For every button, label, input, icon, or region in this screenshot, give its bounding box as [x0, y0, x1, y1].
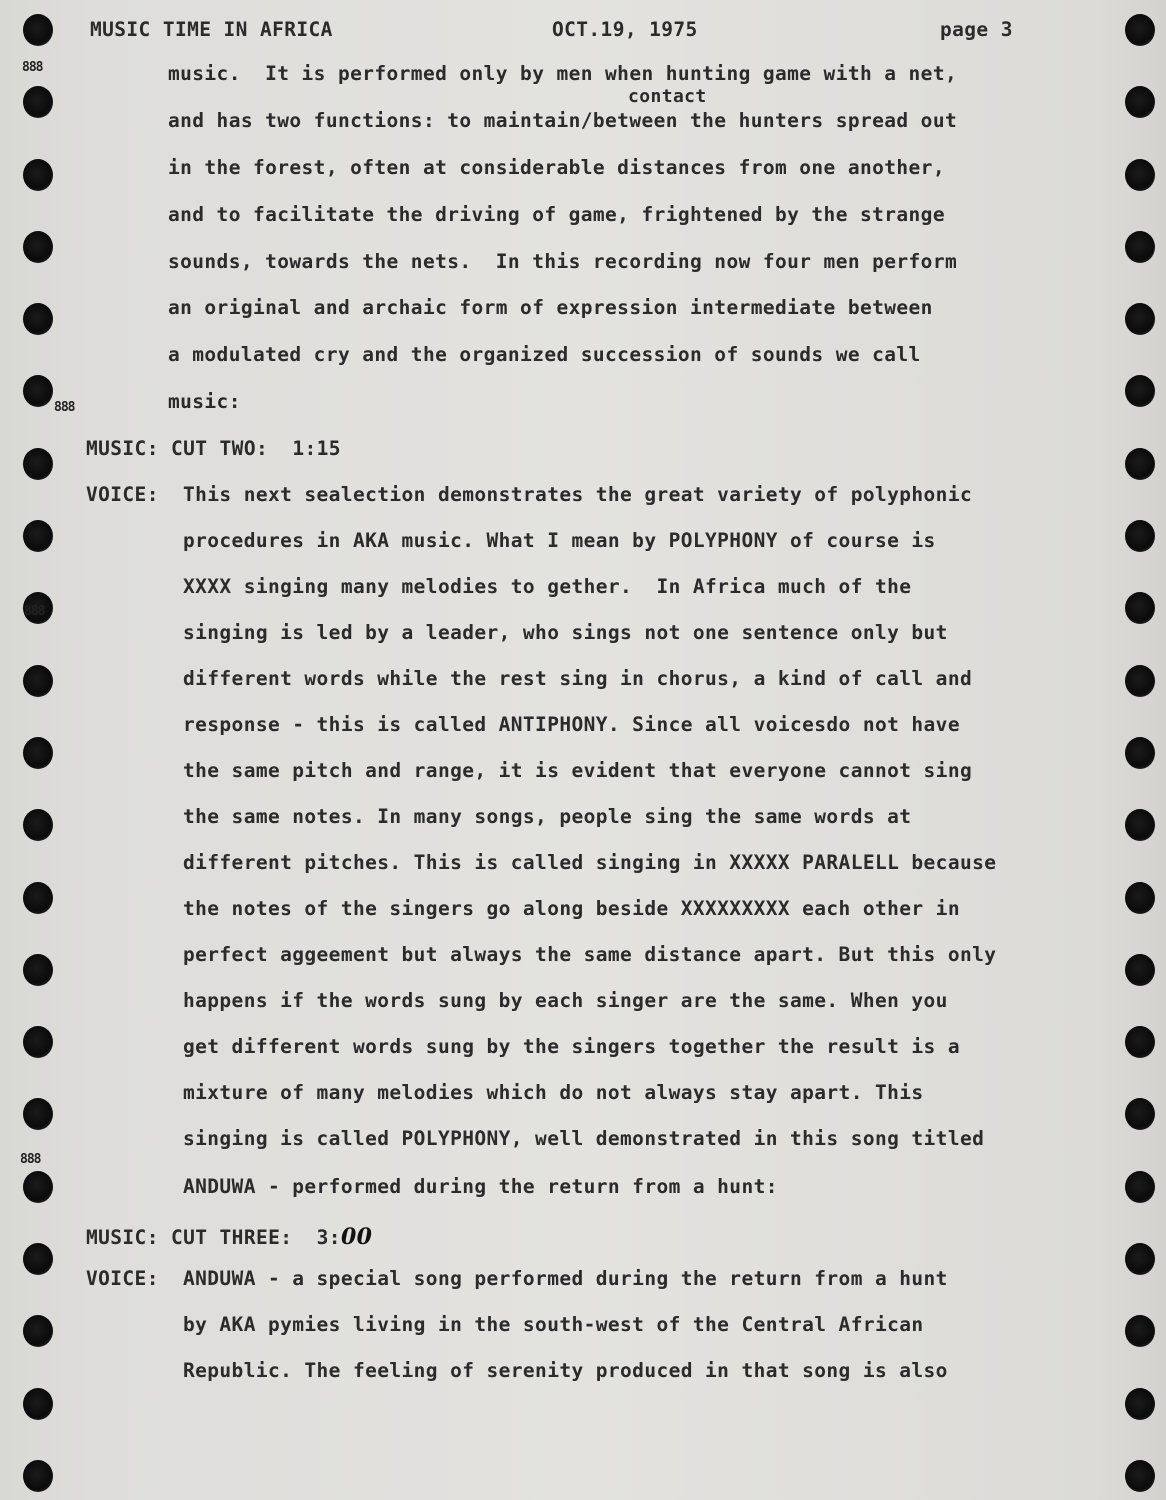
margin-mark: 888: [20, 1152, 41, 1167]
margin-mark: 888: [24, 604, 45, 619]
program-title: MUSIC TIME IN AFRICA: [90, 18, 333, 41]
feed-hole-icon: [1125, 665, 1155, 697]
body-line: get different words sung by the singers together the result is a: [183, 1035, 960, 1058]
feed-hole-icon: [1125, 809, 1155, 841]
feed-hole-icon: [23, 954, 53, 986]
body-line: mixture of many melodies which do not always stay apart. This: [183, 1081, 924, 1104]
body-line: sounds, towards the nets. In this recording now four men perform: [168, 250, 958, 273]
feed-hole-icon: [1125, 1388, 1155, 1420]
voice-label: VOICE:: [86, 483, 159, 506]
body-line: and has two functions: to maintain/between the hunters spread out: [168, 109, 958, 132]
feed-hole-icon: [23, 520, 53, 552]
feed-hole-icon: [1125, 375, 1155, 407]
feed-hole-icon: [1125, 954, 1155, 986]
feed-hole-icon: [1125, 1315, 1155, 1347]
feed-hole-icon: [23, 303, 53, 335]
feed-hole-icon: [23, 159, 53, 191]
body-line: the same pitch and range, it is evident that everyone cannot sing: [183, 759, 973, 782]
body-line: This next sealection demonstrates the great variety of polyphonic: [183, 483, 973, 506]
feed-hole-icon: [1125, 159, 1155, 191]
feed-hole-icon: [1125, 448, 1155, 480]
feed-hole-icon: [1125, 1098, 1155, 1130]
body-line: singing is led by a leader, who sings not one sentence only but: [183, 621, 948, 644]
right-tractor-feed-holes: [1110, 0, 1166, 1500]
feed-hole-icon: [23, 1388, 53, 1420]
feed-hole-icon: [23, 448, 53, 480]
body-line: happens if the words sung by each singer are the same. When you: [183, 989, 948, 1012]
body-line: ANDUWA - performed during the return from a hunt:: [183, 1175, 778, 1198]
feed-hole-icon: [23, 231, 53, 263]
body-line: the same notes. In many songs, people sing the same words at: [183, 805, 912, 828]
body-line: a modulated cry and the organized succession of sounds we call: [168, 343, 921, 366]
feed-hole-icon: [1125, 1026, 1155, 1058]
body-line: Republic. The feeling of serenity produced in that song is also: [183, 1359, 948, 1382]
body-line: response - this is called ANTIPHONY. Since all voicesdo not have: [183, 713, 960, 736]
feed-hole-icon: [1125, 1243, 1155, 1275]
feed-hole-icon: [1125, 303, 1155, 335]
handwritten-correction: 00: [340, 1224, 373, 1250]
body-line: different pitches. This is called singing in XXXXX PARALELL because: [183, 851, 997, 874]
feed-hole-icon: [1125, 592, 1155, 624]
left-tractor-feed-holes: [8, 0, 68, 1500]
music-cue: MUSIC: CUT TWO: 1:15: [86, 437, 341, 460]
body-line: the notes of the singers go along beside XXXXXXXXX each other in: [183, 897, 960, 920]
page-number: page 3: [940, 18, 1013, 41]
body-line: procedures in AKA music. What I mean by POLYPHONY of course is: [183, 529, 936, 552]
body-line: XXXX singing many melodies to gether. In Africa much of the: [183, 575, 912, 598]
body-line: in the forest, often at considerable distances from one another,: [168, 156, 945, 179]
feed-hole-icon: [1125, 882, 1155, 914]
feed-hole-icon: [23, 86, 53, 118]
music-cue: [86, 1224, 372, 1250]
feed-hole-icon: [23, 737, 53, 769]
feed-hole-icon: [1125, 14, 1155, 46]
feed-hole-icon: [23, 14, 53, 46]
feed-hole-icon: [23, 665, 53, 697]
interlinear-insert: contact: [628, 86, 707, 107]
feed-hole-icon: [1125, 520, 1155, 552]
body-line: an original and archaic form of expression intermediate between: [168, 296, 933, 319]
feed-hole-icon: [23, 375, 53, 407]
feed-hole-icon: [23, 1243, 53, 1275]
body-line: perfect aggeement but always the same distance apart. But this only: [183, 943, 997, 966]
body-line: by AKA pymies living in the south-west of the Central African: [183, 1313, 924, 1336]
feed-hole-icon: [23, 1460, 53, 1492]
feed-hole-icon: [23, 882, 53, 914]
feed-hole-icon: [23, 1098, 53, 1130]
body-line: singing is called POLYPHONY, well demonstrated in this song titled: [183, 1127, 985, 1150]
feed-hole-icon: [1125, 231, 1155, 263]
feed-hole-icon: [23, 809, 53, 841]
feed-hole-icon: [1125, 1460, 1155, 1492]
margin-mark: 888: [54, 400, 75, 415]
body-line: music:: [168, 390, 241, 413]
feed-hole-icon: [1125, 86, 1155, 118]
feed-hole-icon: [23, 1026, 53, 1058]
body-line: ANDUWA - a special song performed during the return from a hunt: [183, 1267, 948, 1290]
body-line: and to facilitate the driving of game, frightened by the strange: [168, 203, 945, 226]
feed-hole-icon: [1125, 737, 1155, 769]
body-line: music. It is performed only by men when hunting game with a net,: [168, 62, 958, 85]
broadcast-date: OCT.19, 1975: [552, 18, 698, 41]
feed-hole-icon: [23, 1315, 53, 1347]
music-cue-text: MUSIC: CUT THREE: 3:: [86, 1226, 341, 1249]
voice-label: VOICE:: [86, 1267, 159, 1290]
margin-mark: 888: [22, 60, 43, 75]
feed-hole-icon: [23, 1171, 53, 1203]
feed-hole-icon: [1125, 1171, 1155, 1203]
body-line: different words while the rest sing in chorus, a kind of call and: [183, 667, 973, 690]
